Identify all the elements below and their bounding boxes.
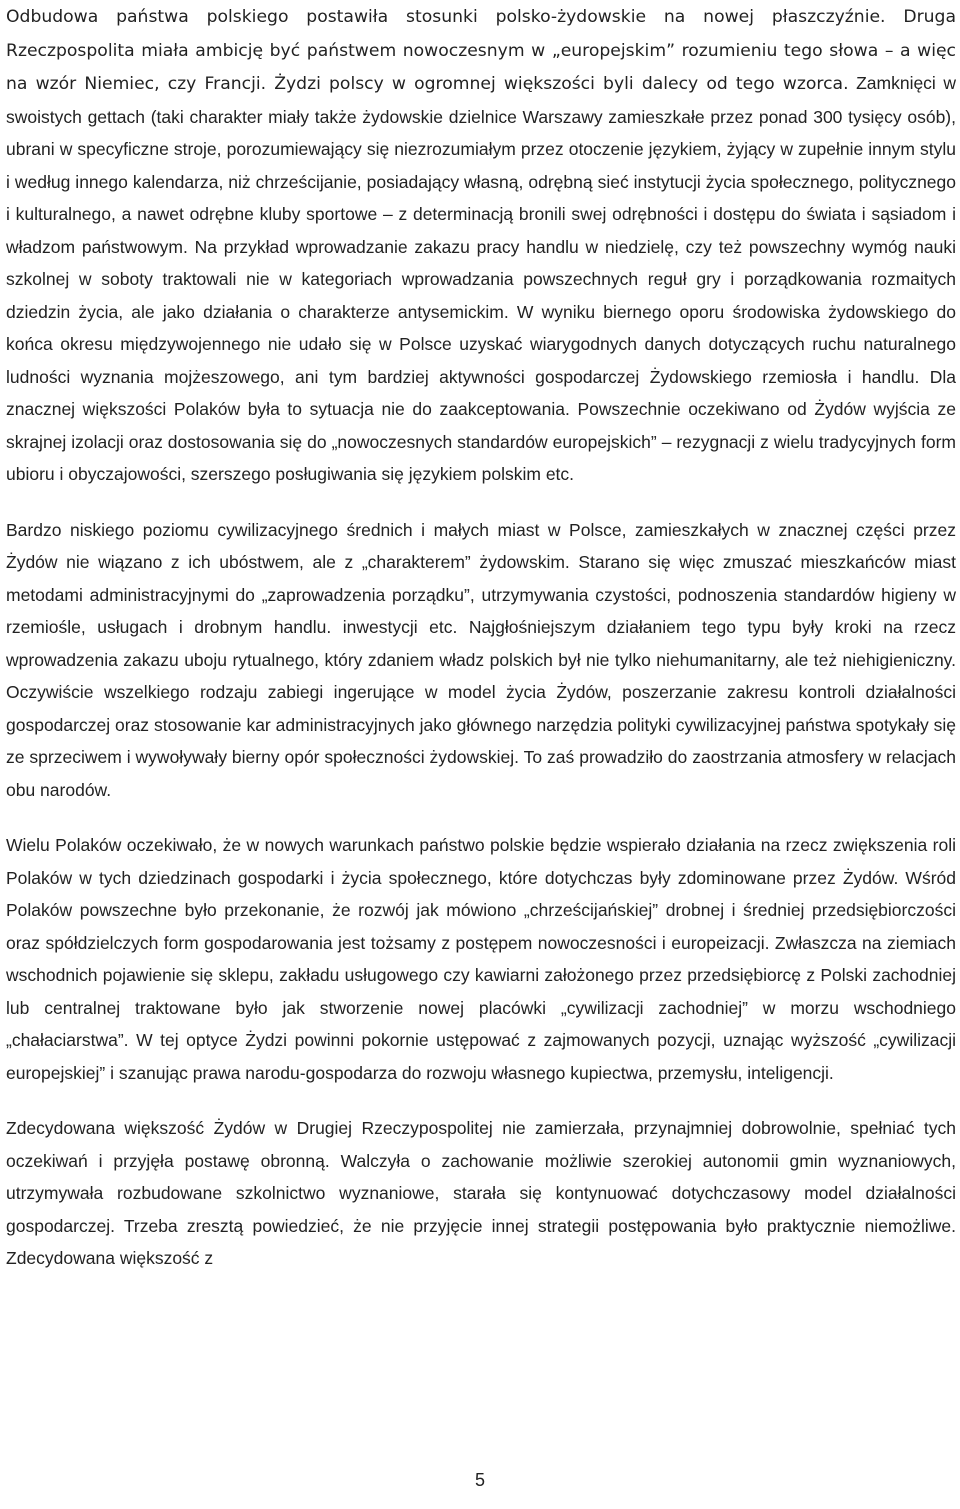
paragraph-3: Wielu Polaków oczekiwało, że w nowych warunkach państwo polskie będzie wspierało działania na rzecz zwiększenia roli Polaków w tych dziedzinach gospodarki i życia społecznego, które dotychczas były zdominowane przez Żydów. Wśród Polaków powszechne było przekonanie, że rozwój jak mówiono „chrześcijańskiej” drobnej i średniej przedsiębiorczości oraz spółdzielczych form gospodarowania jest tożsamy z postępem nowoczesności i europeizacji. Zwłaszcza na ziemiach wschodnich pojawienie się sklepu, zakładu usługowego czy kawiarni założonego przez przedsiębiorcę z Polski zachodniej lub centralnej traktowane było jak stworzenie nowej placówki „cywilizacji zachodniej” w morzu wschodniego „chałaciarstwa”. W tej optyce Żydzi powinni pokornie ustępować z zajmowanych pozycji, uznając wyższość „cywilizacji europejskiej” i szanując prawa narodu-gospodarza do rozwoju własnego kupiectwa, przemysłu, inteligencji.	[6, 835, 956, 1083]
page-number: 5	[474, 1470, 485, 1490]
paragraph-gap	[6, 1089, 956, 1112]
paragraph-gap	[6, 491, 956, 514]
document-page	[6, 0, 956, 1275]
paragraph-gap	[6, 806, 956, 829]
paragraph-1	[6, 0, 956, 491]
paragraph-4: Zdecydowana większość Żydów w Drugiej Rzeczypospolitej nie zamierzała, przynajmniej dobrowolnie, spełniać tych oczekiwań i przyjęła postawę obronną. Walczyła o zachowanie możliwie szerokiej autonomii gmin wyznaniowych, utrzymywała rozbudowane szkolnictwo wyznaniowe, starała się kontynuować dotychczasowy model działalności gospodarczej. Trzeba zresztą powiedzieć, że nie przyjęcie innej strategii postępowania było praktycznie niemożliwe. Zdecydowana większość z	[6, 1118, 956, 1268]
paragraph-1-lead: Odbudowa państwa polskiego postawiła stosunki polsko-żydowskie na nowej płaszczyźnie. Druga Rzeczpospolita miała ambicję być państwem nowoczesnym w „europejskim” rozumieniu tego słowa – a więc na wzór Niemiec, czy Francji. Żydzi polscy w ogromnej większości byli dalecy od tego wzorca.	[6, 7, 956, 94]
paragraph-2: Bardzo niskiego poziomu cywilizacyjnego średnich i małych miast w Polsce, zamieszkałych w znacznej części przez Żydów nie wiązano z ich ubóstwem, ale z „charakterem” żydowskim. Starano się więc zmuszać mieszkańców miast metodami administracyjnymi do „zaprowadzenia porządku”, utrzymywania czystości, podnoszenia standardów higieny w rzemiośle, usługach i drobnym handlu. inwestycji etc. Najgłośniejszym działaniem tego typu były kroki na rzecz wprowadzenia zakazu uboju rytualnego, który zdaniem władz polskich był nie tylko niehumanitarny, ale też niehigieniczny. Oczywiście wszelkiego rodzaju zabiegi ingerujące w model życia Żydów, poszerzanie zakresu kontroli działalności gospodarczej oraz stosowanie kar administracyjnych jako głównego narzędzia polityki cywilizacyjnej państwa spotykały się ze sprzeciwem i wywoływały bierny opór społeczności żydowskiej. To zaś prowadziło do zaostrzania atmosfery w relacjach obu narodów.	[6, 519, 956, 800]
paragraph-1-body: Zamknięci w swoistych gettach (taki charakter miały także żydowskie dzielnice Warszawy zamieszkałe przez ponad 300 tysięcy osób), ubrani w specyficzne stroje, porozumiewający się niezrozumiałym przez otoczenie językiem, żyjący w zupełnie innym stylu i według innego kalendarza, niż chrześcijanie, posiadający własną, odrębną sieć instytucji życia społecznego, politycznego i kulturalnego, a nawet odrębne kluby sportowe – z determinacją bronili swej odrębności i dostępu do świata i sąsiadom i władzom państwowym. Na przykład wprowadzanie zakazu pracy handlu w niedzielę, czy też powszechny wymóg nauki szkolnej w soboty traktowali nie w kategoriach wprowadzania powszechnych reguł gry i porządkowania rozmaitych dziedzin życia, ale jako działania o charakterze antysemickim. W wyniku biernego oporu środowiska żydowskiego do końca okresu międzywojennego nie udało się w Polsce uzyskać wiarygodnych danych dotyczących ruchu naturalnego ludności wyznania mojżeszowego, ani tym bardziej aktywności gospodarczej Żydowskiego rzemiosła i handlu. Dla znacznej większości Polaków była to sytuacja nie do zaakceptowania. Powszechnie oczekiwano od Żydów wyjścia ze skrajnej izolacji oraz dostosowania się do „nowoczesnych standardów europejskich” – rezygnacji z wielu tradycyjnych form ubioru i obyczajowości, szerszego posługiwania się językiem polskim etc.	[6, 73, 956, 484]
